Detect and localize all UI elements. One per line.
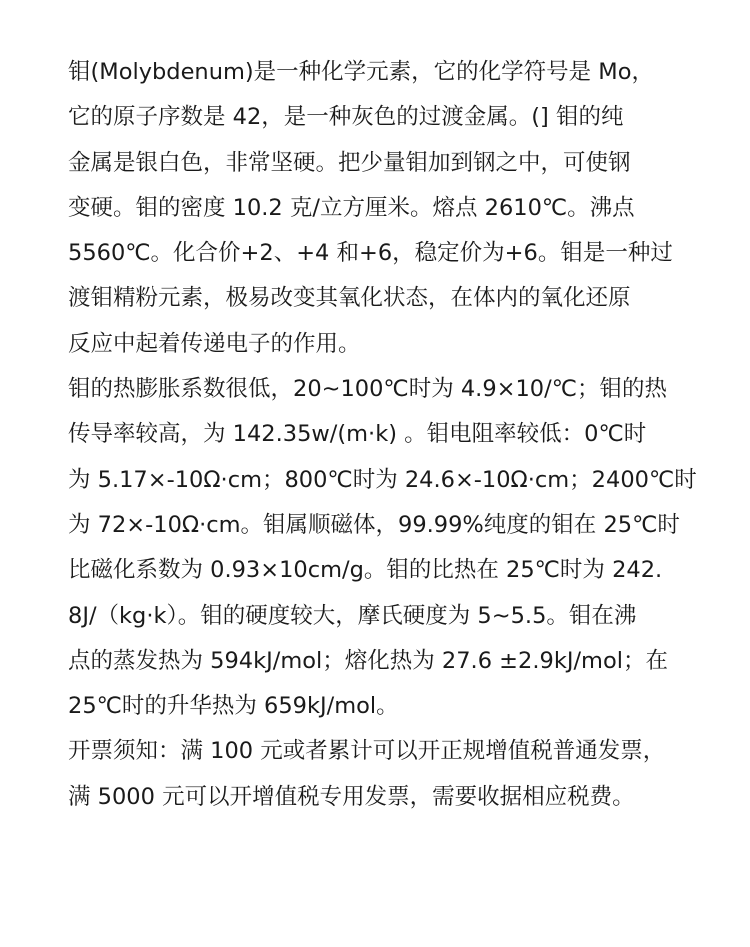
text-line: 渡钼精粉元素，极易改变其氧化状态，在体内的氧化还原 xyxy=(68,285,631,312)
document-body xyxy=(68,50,697,820)
paragraph-invoice-notice xyxy=(68,729,688,820)
text-line: 为 5.17×-10Ω·cm；800℃时为 24.6×-10Ω·cm；2400℃时 xyxy=(68,466,697,493)
text-line: 钼的热膨胀系数很低，20~100℃时为 4.9×10/℃；钼的热 xyxy=(68,376,667,403)
paragraph-molybdenum-intro xyxy=(68,50,688,367)
text-line: 反应中起着传递电子的作用。 xyxy=(68,330,361,357)
text-line: 金属是银白色，非常坚硬。把少量钼加到钢之中，可使钢 xyxy=(68,149,631,176)
text-line: 变硬。钼的密度 10.2 克/立方厘米。熔点 2610℃。沸点 xyxy=(68,194,635,221)
text-line: 5560℃。化合价+2、+4 和+6，稳定价为+6。钼是一种过 xyxy=(68,240,673,267)
paragraph-physical-properties xyxy=(68,367,697,729)
text-line: 它的原子序数是 42，是一种灰色的过渡金属。(] 钼的纯 xyxy=(68,104,624,131)
text-line: 25℃时的升华热为 659kJ/mol。 xyxy=(68,693,399,720)
text-line: 传导率较高，为 142.35w/(m·k) 。钼电阻率较低：0℃时 xyxy=(68,421,647,448)
text-line: 8J/（kg·k）。钼的硬度较大，摩氏硬度为 5~5.5。钼在沸 xyxy=(68,602,637,629)
text-line: 钼(Molybdenum)是一种化学元素，它的化学符号是 Mo， xyxy=(68,59,654,85)
text-line: 开票须知：满 100 元或者累计可以开正规增值税普通发票， xyxy=(68,738,666,765)
text-line: 比磁化系数为 0.93×10cm/g。钼的比热在 25℃时为 242. xyxy=(68,557,663,584)
text-line: 点的蒸发热为 594kJ/mol；熔化热为 27.6 ±2.9kJ/mol；在 xyxy=(68,647,668,674)
text-line: 为 72×-10Ω·cm。钼属顺磁体，99.99%纯度的钼在 25℃时 xyxy=(68,511,680,538)
text-line: 满 5000 元可以开增值税专用发票，需要收据相应税费。 xyxy=(68,783,635,810)
